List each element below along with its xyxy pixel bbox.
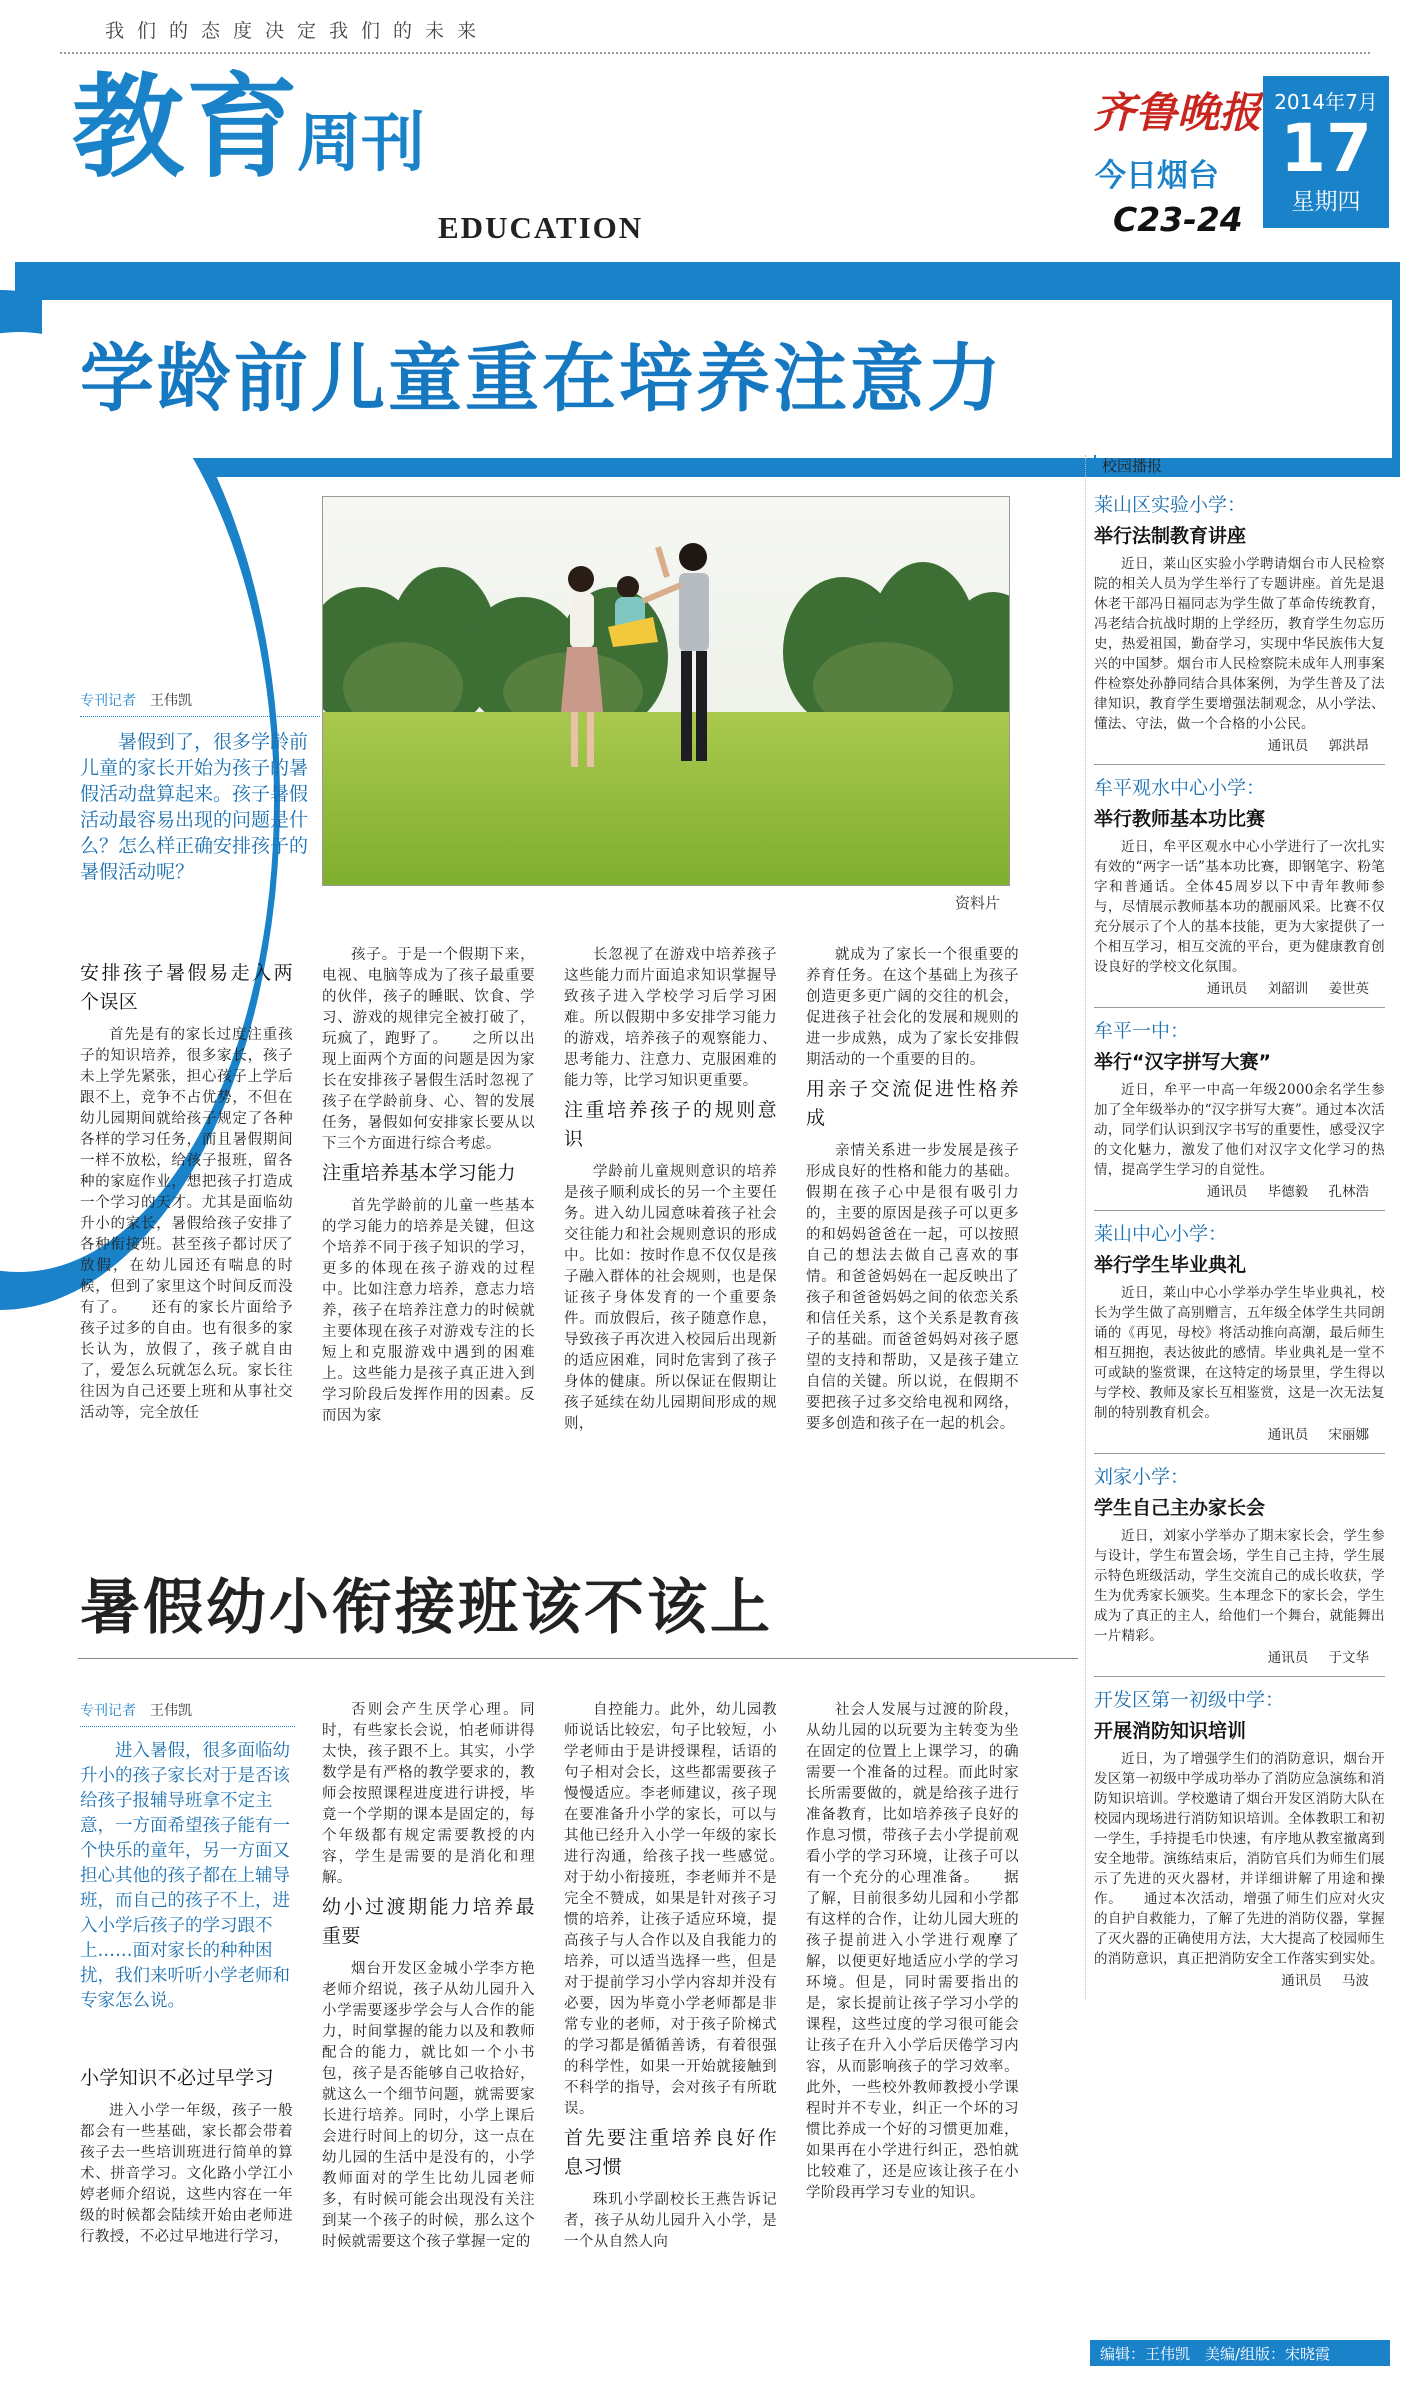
news-reporter: 通讯员 宋丽娜: [1267, 1427, 1369, 1443]
news-reporter: 通讯员 毕德毅 孔林浩: [1206, 1184, 1369, 1200]
news-text: 近日，牟平区观水中心小学进行了一次扎实有效的“两字一话”基本功比赛，即钢笔字、粉笔字和普通话。全体45周岁以下中青年教师参与，尽情展示教师基本功的靓丽风采。比赛不仅充分展示了个人的基本技能，更为大家提供了一个相互学习，相互交流的平台，更为健康教育创设良好的学校文化氛围。: [1094, 839, 1385, 975]
article1-col3: [564, 945, 777, 1435]
article1-col4-text-a: 就成为了家长一个很重要的养育任务。在这个基础上为孩子创造更多更广阔的交往的机会，促进孩子社会化的发展和规则的进一步成熟，成为了家长安排假期活动的一个重要的目的。: [806, 947, 1019, 1068]
date-year-month: 2014年7月: [1274, 90, 1378, 114]
article1-col4: [806, 945, 1019, 1435]
sidebar-title: 校园播报: [1094, 455, 1385, 476]
article1-col1-subhead: 安排孩子暑假易走入两个误区: [80, 962, 293, 1013]
sidebar-divider: [1094, 1007, 1385, 1008]
sidebar-divider: [1094, 1453, 1385, 1454]
news-headline: 学生自己主办家长会: [1094, 1497, 1266, 1519]
city-edition: 今日烟台: [1095, 158, 1219, 194]
news-text: 近日，牟平一中高一年级2000余名学生参加了全年级举办的“汉字拼写大赛”。通过本次活动，同学们认识到汉字书写的重要性，感受汉字的文化魅力，激发了他们对汉字文化学习的热情，提高学生学习的自觉性。: [1094, 1082, 1385, 1178]
article1-col2-text-b: 首先学龄前的儿童一些基本的学习能力的培养是关键，但这个培养不同于孩子知识的学习，更多的体现在孩子游戏的过程中。比如注意力培养，意志力培养，孩子在培养注意力的时候就主要体现在孩子对游戏专注的长短上和克服游戏中遇到的困难上。这些能力是孩子真正进入到学习阶段后发挥作用的因素。反而因为家: [322, 1198, 535, 1424]
byline-label: 专刊记者: [80, 1703, 136, 1719]
news-text: 近日，莱山中心小学举办学生毕业典礼，校长为学生做了高别赠言，五年级全体学生共同朗诵的《再见，母校》将活动推向高潮，最后师生相互拥抱，表达彼此的感情。毕业典礼是一堂不可或缺的鉴赏课，在这特定的场景里，学生得以与学校、教师及家长互相鉴赏，这是一次无法复制的特别教育机会。: [1094, 1285, 1385, 1421]
news-item: [1094, 1016, 1385, 1200]
sidebar-divider: [1094, 764, 1385, 765]
article2-col2-text-a: 否则会产生厌学心理。同时，有些家长会说，怕老师讲得太快，孩子跟不上。其实，小学数学是有严格的教学要求的，教师会按照课程进度进行讲授，毕竟一个学期的课本是固定的，每个年级都有规定需要教授的内容，学生是需要的是消化和理解。: [322, 1702, 535, 1886]
article2-lede: 进入暑假，很多面临幼升小的孩子家长对于是否该给孩子报辅导班拿不定主意，一方面希望孩子能有一个快乐的童年，另一方面又担心其他的孩子都在上辅导班，而自己的孩子不上，进入小学后孩子的学习跟不上……面对家长的种种困扰，我们来听听小学老师和专家怎么说。: [80, 1741, 290, 2011]
article1-byline: [80, 690, 320, 710]
news-item: [1094, 490, 1385, 754]
byline-name: 王伟凯: [150, 1703, 192, 1719]
article2-intro: [80, 1700, 295, 2014]
campus-news-sidebar: [1085, 455, 1385, 1999]
news-item: [1094, 1219, 1385, 1443]
article1-col1: [80, 955, 293, 1424]
article1-col4-subhead: 用亲子交流促进性格养成: [806, 1078, 1019, 1129]
article2-headline: 暑假幼小衔接班该不该上: [80, 1573, 773, 1643]
news-school: 牟平观水中心小学：: [1094, 777, 1266, 799]
byline-label: 专刊记者: [80, 693, 136, 709]
news-reporter: 通讯员 马波: [1281, 1973, 1369, 1989]
article2-byline: [80, 1700, 295, 1720]
article1-col3-text-a: 长忽视了在游戏中培养孩子这些能力而片面追求知识掌握导致孩子进入学校学习后学习困难。所以假期中多安排学习能力的游戏，培养孩子的观察能力、思考能力、注意力、克服困难的能力等，比学习知识更重要。: [564, 947, 777, 1089]
article1-col2-subhead: 注重培养基本学习能力: [322, 1162, 517, 1184]
page-numbers: C23-24: [1113, 200, 1243, 239]
article1-col2: [322, 945, 535, 1427]
article2-col3-text-a: 自控能力。此外，幼儿园教师说话比较宏，句子比较短，小学老师由于是讲授课程，话语的句子相对会长，这些都需要孩子慢慢适应。李老师建议，孩子现在要准备升小学的家长，可以与其他已经升入小学一年级的家长进行沟通，给孩子找一些感觉。 对于幼小衔接班，李老师并不是完全不赞成，如果是针对孩子习惯的培养，让孩子适应环境，提高孩子与人合作以及自我能力的培养，可以适当选择一些，但是对于提前学习小学内容却并没有必要，因为毕竟小学老师都是非常专业的老师，对于孩子阶梯式的学习都是循循善诱，有着很强的科学性，如果一开始就接触到不科学的指导，会对孩子有所耽误。: [564, 1702, 807, 2117]
news-headline: 举行“汉字拼写大赛”: [1094, 1051, 1271, 1073]
news-text: 近日，为了增强学生们的消防意识，烟台开发区第一初级中学成功举办了消防应急演练和消防知识培训。学校邀请了烟台开发区消防大队在校园内现场进行消防知识培训。全体教职工和初一学生，手持提毛巾快速，有序地从教室撤离到安全地带。演练结束后，消防官兵们为师生们展示了先进的灭火器材，并详细讲解了用途和操作。 通过本次活动，增强了师生们应对火灾的自护自救能力，了解了先进的消防仪器，掌握了灭火器的正确使用方法，大大提高了校园师生的消防意识，真正把消防安全工作落实到实处。: [1094, 1751, 1385, 1967]
news-item: [1094, 1685, 1385, 1989]
date-day: 17: [1280, 110, 1372, 187]
article2-col4-text: 社会人发展与过渡的阶段，从幼儿园的以玩要为主转变为坐在固定的位置上上课学习，的确需要一个准备的过程。而此时家长所需要做的，就是给孩子进行准备教育，比如培养孩子良好的作息习惯，带孩子去小学提前观看小学的学习环境，让孩子可以有一个充分的心理准备。 据了解，目前很多幼儿园和小学都有这样的合作，让幼儿园大班的孩子提前进入小学进行观摩了解，以便更好地适应小学的学习环境。但是，同时需要指出的是，家长提前让孩子学习小学的课程，这些过度的学习很可能会让孩子在升入小学后厌倦学习内容，从而影响孩子的学习效率。此外，一些校外教师教授小学课程时并不专业，纠正一个坏的习惯比养成一个好的习惯更加难，如果再在小学进行纠正，恐怕就比较难了，还是应该让孩子在小学阶段再学习专业的知识。: [806, 1702, 1019, 2201]
date-weekday: 星期四: [1291, 189, 1361, 215]
news-item: [1094, 1462, 1385, 1666]
news-school: 莱山区实验小学：: [1094, 494, 1247, 516]
article1-col4-text-b: 亲情关系进一步发展是孩子形成良好的性格和能力的基础。假期在孩子心中是很有吸引力的，主要的原因是孩子可以更多的和妈妈爸爸在一起，可以按照自己的想法去做自己喜欢的事情。和爸爸妈妈在一起反映出了孩子和爸爸妈妈之间的依恋关系和信任关系，这个关系是教育孩子的基础。而爸爸妈妈对孩子愿望的支持和帮助，又是孩子建立自信的关键。所以说，在假期不要把孩子过多交给电视和网络，要多创造和孩子在一起的机会。: [806, 1143, 1019, 1432]
article2-col1-subhead: 小学知识不必过早学习: [80, 2067, 275, 2089]
news-headline: 举行教师基本功比赛: [1094, 808, 1266, 830]
news-text: 近日，莱山区实验小学聘请烟台市人民检察院的相关人员为学生举行了专题讲座。首先是退休老干部冯日福同志为学生做了革命传统教育，冯老结合抗战时期的上学经历，教育学生勿忘历史，热爱祖国，勤奋学习，实现中华民族伟大复兴的中国梦。烟台市人民检察院未成年人刑事案件检察处孙静同结合具体案例，为学生普及了法律知识，教育学生要增强法制观念，从小学法、懂法、守法，做一个合格的小公民。: [1094, 556, 1385, 732]
article2-col2-text-b: 烟台开发区金城小学李方艳老师介绍说，孩子从幼儿园升入小学需要逐步学会与人合作的能力，时间掌握的能力以及和教师配合的能力，就比如一个小书包，孩子是否能够自己收拾好，就这么一个细节问题，就需要家长进行培养。同时，小学上课后会进行时间上的切分，这一点在幼儿园的生活中是没有的，小学教师面对的学生比幼儿园老师多，有时候可能会出现没有关注到某一个孩子的时候，那么这个时候就需要这个孩子掌握一定的: [322, 1961, 535, 2250]
article2-col2: [322, 1700, 535, 2253]
byline-name: 王伟凯: [150, 693, 192, 709]
logo-english: EDUCATION: [438, 210, 644, 245]
article1-intro: [80, 690, 320, 885]
slogan: 我们的态度决定我们的未来: [105, 20, 490, 42]
article1-lede: 暑假到了，很多学龄前儿童的家长开始为孩子的暑假活动盘算起来。孩子暑假活动最容易出现的问题是什么？怎么样正确安排孩子的暑假活动呢？: [80, 731, 309, 883]
article1-col2-text-a: 孩子。于是一个假期下来，电视、电脑等成为了孩子最重要的伙伴，孩子的睡眠、饮食、学习、游戏的规律完全被打破了，玩疯了，跑野了。 之所以出现上面两个方面的问题是因为家长在安排孩子暑假生活时忽视了孩子在学龄前身、心、智的发展任务，暑假如何安排家长要从以下三个方面进行综合考虑。: [322, 947, 535, 1152]
article1-col3-subhead: 注重培养孩子的规则意识: [564, 1099, 777, 1150]
news-school: 开发区第一初级中学：: [1094, 1689, 1285, 1711]
article2-col4: [806, 1700, 1019, 2204]
logo-weekly: 周刊: [297, 107, 425, 181]
news-reporter: 通讯员 郭洪昂: [1267, 738, 1369, 754]
article1-col3-text-b: 学龄前儿童规则意识的培养是孩子顺利成长的另一个主要任务。进入幼儿园意味着孩子社会交往能力和社会规则意识的形成中。比如：按时作息不仅仅是孩子融入群体的社会规则，也是保证孩子身体发育的一个重要条件。而放假后，孩子随意作息，导致孩子再次进入校园后出现新的适应困难，同时危害到了孩子身体的健康。所以保证在假期让孩子延续在幼儿园期间形成的规则，: [564, 1164, 777, 1432]
article2-rule: [78, 1658, 1078, 1659]
news-text: 近日，刘家小学举办了期末家长会，学生参与设计，学生布置会场，学生自己主持，学生展示特色班级活动，学生交流自己的成长收获，学生为优秀家长颁奖。生本理念下的家长会，学生成为了真正的主人，给他们一个舞台，就能舞出一片精彩。: [1094, 1528, 1385, 1644]
news-item: [1094, 773, 1385, 997]
paper-name: 齐鲁晚报: [1093, 88, 1262, 137]
news-school: 刘家小学：: [1094, 1466, 1190, 1488]
article2-col1-text: 进入小学一年级，孩子一般都会有一些基础，家长都会带着孩子去一些培训班进行简单的算术、拼音学习。文化路小学江小婷老师介绍说，这些内容在一年级的时候都会陆续开始由老师进行教授，不必过早地进行学习，: [80, 2103, 293, 2245]
article1-col1-text: 首先是有的家长过度注重孩子的知识培养，很多家长，孩子未上学先紧张，担心孩子上学后跟不上，竞争不占优势，不但在幼儿园期间就给孩子规定了各种各样的学习任务，而且暑假期间一样不放松，给孩子报班，留各种的家庭作业，想把孩子打造成一个学习的天才。尤其是面临幼升小的家长，暑假给孩子安排了各种衔接班。甚至孩子都讨厌了放假，在幼儿园还有喘息的时候，但到了家里这个时间反而没有了。 还有的家长片面给予孩子过多的自由。也有很多的家长认为，放假了，孩子就自由了，爱怎么玩就怎么玩。家长往往因为自己还要上班和从事社交活动等，完全放任: [80, 1027, 293, 1421]
news-reporter: 通讯员 于文华: [1267, 1650, 1369, 1666]
editor-credits: 编辑：王伟凯 美编/组版：宋晓霞: [1090, 2340, 1390, 2366]
news-school: 牟平一中：: [1094, 1020, 1190, 1042]
sidebar-divider: [1094, 1210, 1385, 1211]
logo-main: 教育: [72, 63, 300, 193]
article2-col1: [80, 2060, 293, 2248]
article2-col3-text-b: 珠玑小学副校长王燕告诉记者，孩子从幼儿园升入小学，是一个从自然人向: [564, 2192, 777, 2250]
date-box: [1263, 76, 1389, 228]
article2-col2-subhead: 幼小过渡期能力培养最重要: [322, 1896, 535, 1947]
news-headline: 举行法制教育讲座: [1094, 525, 1247, 547]
news-reporter: 通讯员 刘韶训 姜世英: [1206, 981, 1369, 997]
article2-col3-subhead: 首先要注重培养良好作息习惯: [564, 2127, 777, 2178]
article2-col3: [564, 1700, 807, 2253]
news-school: 莱山中心小学：: [1094, 1223, 1228, 1245]
news-headline: 开展消防知识培训: [1094, 1720, 1247, 1742]
sidebar-divider: [1094, 1676, 1385, 1677]
photo-caption: 资料片: [955, 894, 1001, 912]
top-divider: [60, 52, 1370, 54]
article1-headline: 学龄前儿童重在培养注意力: [80, 336, 1004, 422]
family-photo: [322, 496, 1010, 886]
news-headline: 举行学生毕业典礼: [1094, 1254, 1247, 1276]
